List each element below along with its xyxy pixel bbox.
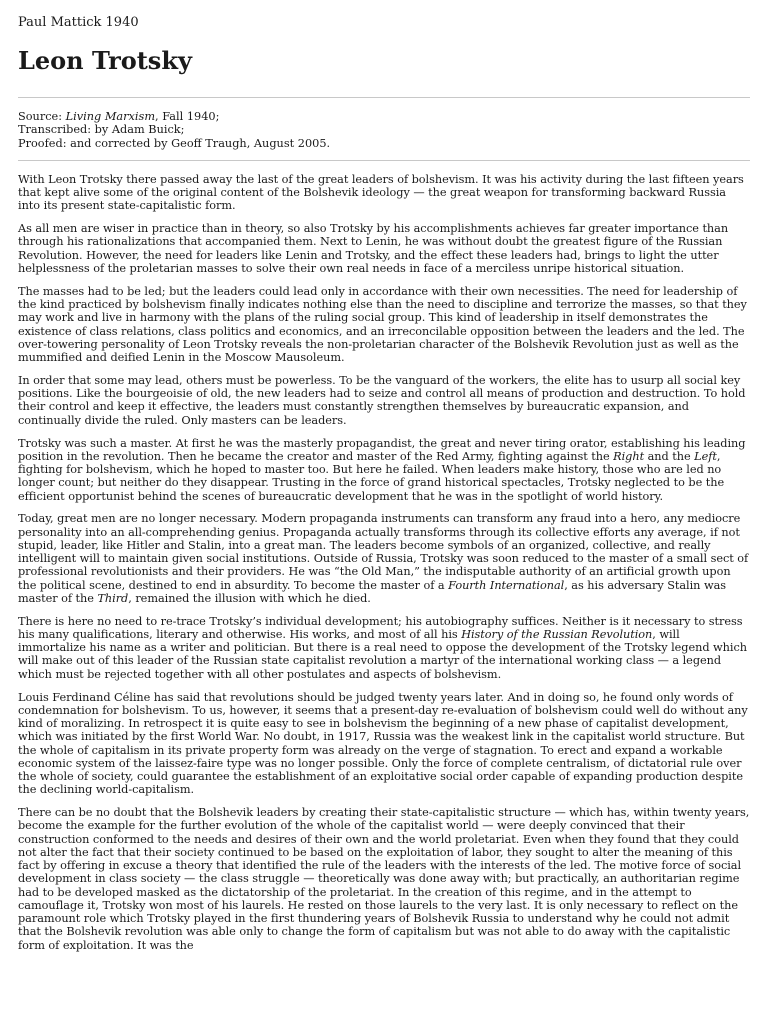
paragraph	[18, 512, 750, 605]
paragraph	[18, 615, 750, 681]
italic-text: Left	[694, 449, 717, 463]
paragraph-text: There is here no need to re-trace Trotsky’s individual development; his autobiography suffices. Neither is it necessary to stress his many qualifications, literary and otherwise. His works, and most of all his	[18, 614, 743, 641]
top-divider	[18, 97, 750, 98]
paragraph-text: The masses had to be led; but the leaders could lead only in accordance with their own necessities. The need for leadership of the kind practiced by bolshevism finally indicates nothing else than the need to discipline and terrorize the masses, so that they may work and live in harmony with the plans of the ruling social group. This kind of leadership in itself demonstrates the existence of class relations, class politics and economics, and an irreconcilable opposition between the leaders and the led. The over-towering personality of Leon Trotsky reveals the non-proletarian character of the Bolshevik Revolution just as well as the mummified and deified Lenin in the Moscow Mausoleum.	[18, 284, 747, 365]
paragraph-text: In order that some may lead, others must be powerless. To be the vanguard of the workers, the elite has to usurp all social key positions. Like the bourgeoisie of old, the new leaders had to seize and control all means of production and destruction. To hold their control and keep it effective, the leaders must constantly strengthen themselves by bureaucratic expansion, and continually divide the ruled. Only masters can be leaders.	[18, 373, 746, 427]
paragraph	[18, 374, 750, 427]
italic-text: Fourth International	[448, 578, 565, 592]
source-publication: Living Marxism	[65, 110, 156, 123]
paragraph-text: , fighting for bolshevism, which he hoped to master too. But here he failed. When leaders make history, those who are led no longer count; but neither do they disappear. Trusting in the force of grand historical spectacles, Trotsky neglected to be the efficient opportunist behind the scenes of bureaucratic development that he was in the spotlight of world history.	[18, 449, 725, 503]
paragraph	[18, 806, 750, 952]
paragraph-text: There can be no doubt that the Bolshevik leaders by creating their state-capitalistic structure — which has, within twenty years, become the example for the further evolution of the whole of the capitalist world — were deeply convinced that their construction conformed to the needs and desires of their own and the world proletariat. Even when they found that they could not alter the fact that their society continued to be based on the exploitation of labor, they sought to alter the meaning of this fact by offering in excuse a theory that identified the rule of the leaders with the interests of the led. The motive force of social development in class society — the class struggle — theoretically was done away with; but practically, an authoritarian regime had to be developed masked as the dictatorship of the proletariat. In the creation of this regime, and in the attempt to camouflage it, Trotsky won most of his laurels. He rested on those laurels to the very last. It is only necessary to reflect on the paramount role which Trotsky played in the first thundering years of Bolshevik Russia to understand why he could not admit that the Bolshevik revolution was able only to change the form of capitalism but was not able to do away with the capitalistic form of exploitation. It was the	[18, 806, 750, 952]
article-body	[18, 173, 750, 952]
bottom-divider	[18, 160, 750, 161]
paragraph-text: , as his adversary Stalin was master of the	[18, 578, 727, 605]
paragraph	[18, 173, 750, 213]
proofed-line: Proofed: and corrected by Geoff Traugh, August 2005.	[18, 136, 331, 150]
paragraph-text: , remained the illusion with which he died.	[128, 591, 371, 605]
paragraph-text: With Leon Trotsky there passed away the last of the great leaders of bolshevism. It was his activity during the last fifteen years that kept alive some of the original content of the Bolshevik ideology — the great weapon for transforming backward Russia into its present state-capitalistic form.	[18, 172, 744, 213]
transcribed-line: Transcribed: by Adam Buick;	[18, 123, 185, 137]
italic-text: Right	[613, 449, 645, 463]
paragraph	[18, 691, 750, 797]
paragraph-text: Trotsky was such a master. At first he was the masterly propagandist, the great and never tiring orator, establishing his leading position in the revolution. Then he became the creator and master of the Red Army, fighting against the	[18, 436, 746, 463]
source-line	[18, 110, 750, 123]
paragraph	[18, 222, 750, 275]
paragraph-text: and the	[644, 449, 695, 463]
info-block	[18, 110, 750, 150]
author-line: Paul Mattick 1940	[18, 15, 139, 30]
paragraph	[18, 437, 750, 503]
paragraph-text: , will immortalize his name as a writer and politician. But there is a real need to oppose the development of the Trotsky legend which will make out of this leader of the Russian state capitalist revolution a martyr of the international working class — a legend which must be rejected together with all other postulates and aspects of bolshevism.	[18, 627, 747, 681]
source-rest: , Fall 1940;	[155, 110, 220, 123]
italic-text: History of the Russian Revolution	[461, 627, 653, 641]
paragraph-text: Louis Ferdinand Céline has said that revolutions should be judged twenty years later. And in doing so, he found only words of condemnation for bolshevism. To us, however, it seems that a present-day re-evaluation of bolshevism could well do without any kind of moralizing. In retrospect it is quite easy to see in bolshevism the beginning of a new phase of capitalist development, which was initiated by the first World War. No doubt, in 1917, Russia was the weakest link in the capitalist world structure. But the whole of capitalism in its private property form was already on the verge of stagnation. To erect and expand a workable economic system of the laissez-faire type was no longer possible. Only the force of complete centralism, of dictatorial rule over the whole of society, could guarantee the establishment of an exploitative social order capable of expanding production despite the declining world-capitalism.	[18, 690, 748, 797]
paragraph-text: As all men are wiser in practice than in theory, so also Trotsky by his accomplishments achieves far greater importance than through his rationalizations that accompanied them. Next to Lenin, he was without doubt the greatest figure of the Russian Revolution. However, the need for leaders like Lenin and Trotsky, and the effect these leaders had, brings to light the utter helplessness of the proletarian masses to solve their own real needs in face of a merciless unripe historical situation.	[18, 222, 729, 275]
italic-text: Third	[97, 591, 129, 605]
page-title: Leon Trotsky	[18, 46, 192, 75]
source-label: Source:	[18, 110, 66, 123]
paragraph	[18, 285, 750, 365]
paragraph-text: Today, great men are no longer necessary. Modern propaganda instruments can transform any fraud into a hero, any mediocre personality into an all-comprehending genius. Propaganda actually transforms through its collective efforts any average, if not stupid, leader, like Hitler and Stalin, into a great man. The leaders become symbols of an organized, collective, and really intelligent will to maintain given social institutions. Outside of Russia, Trotsky was soon reduced to the master of a small sect of professional revolutionists and their providers. He was “the Old Man,” the indisputable authority of an artificial growth upon the political scene, destined to end in absurdity. To become the master of a	[18, 512, 749, 592]
